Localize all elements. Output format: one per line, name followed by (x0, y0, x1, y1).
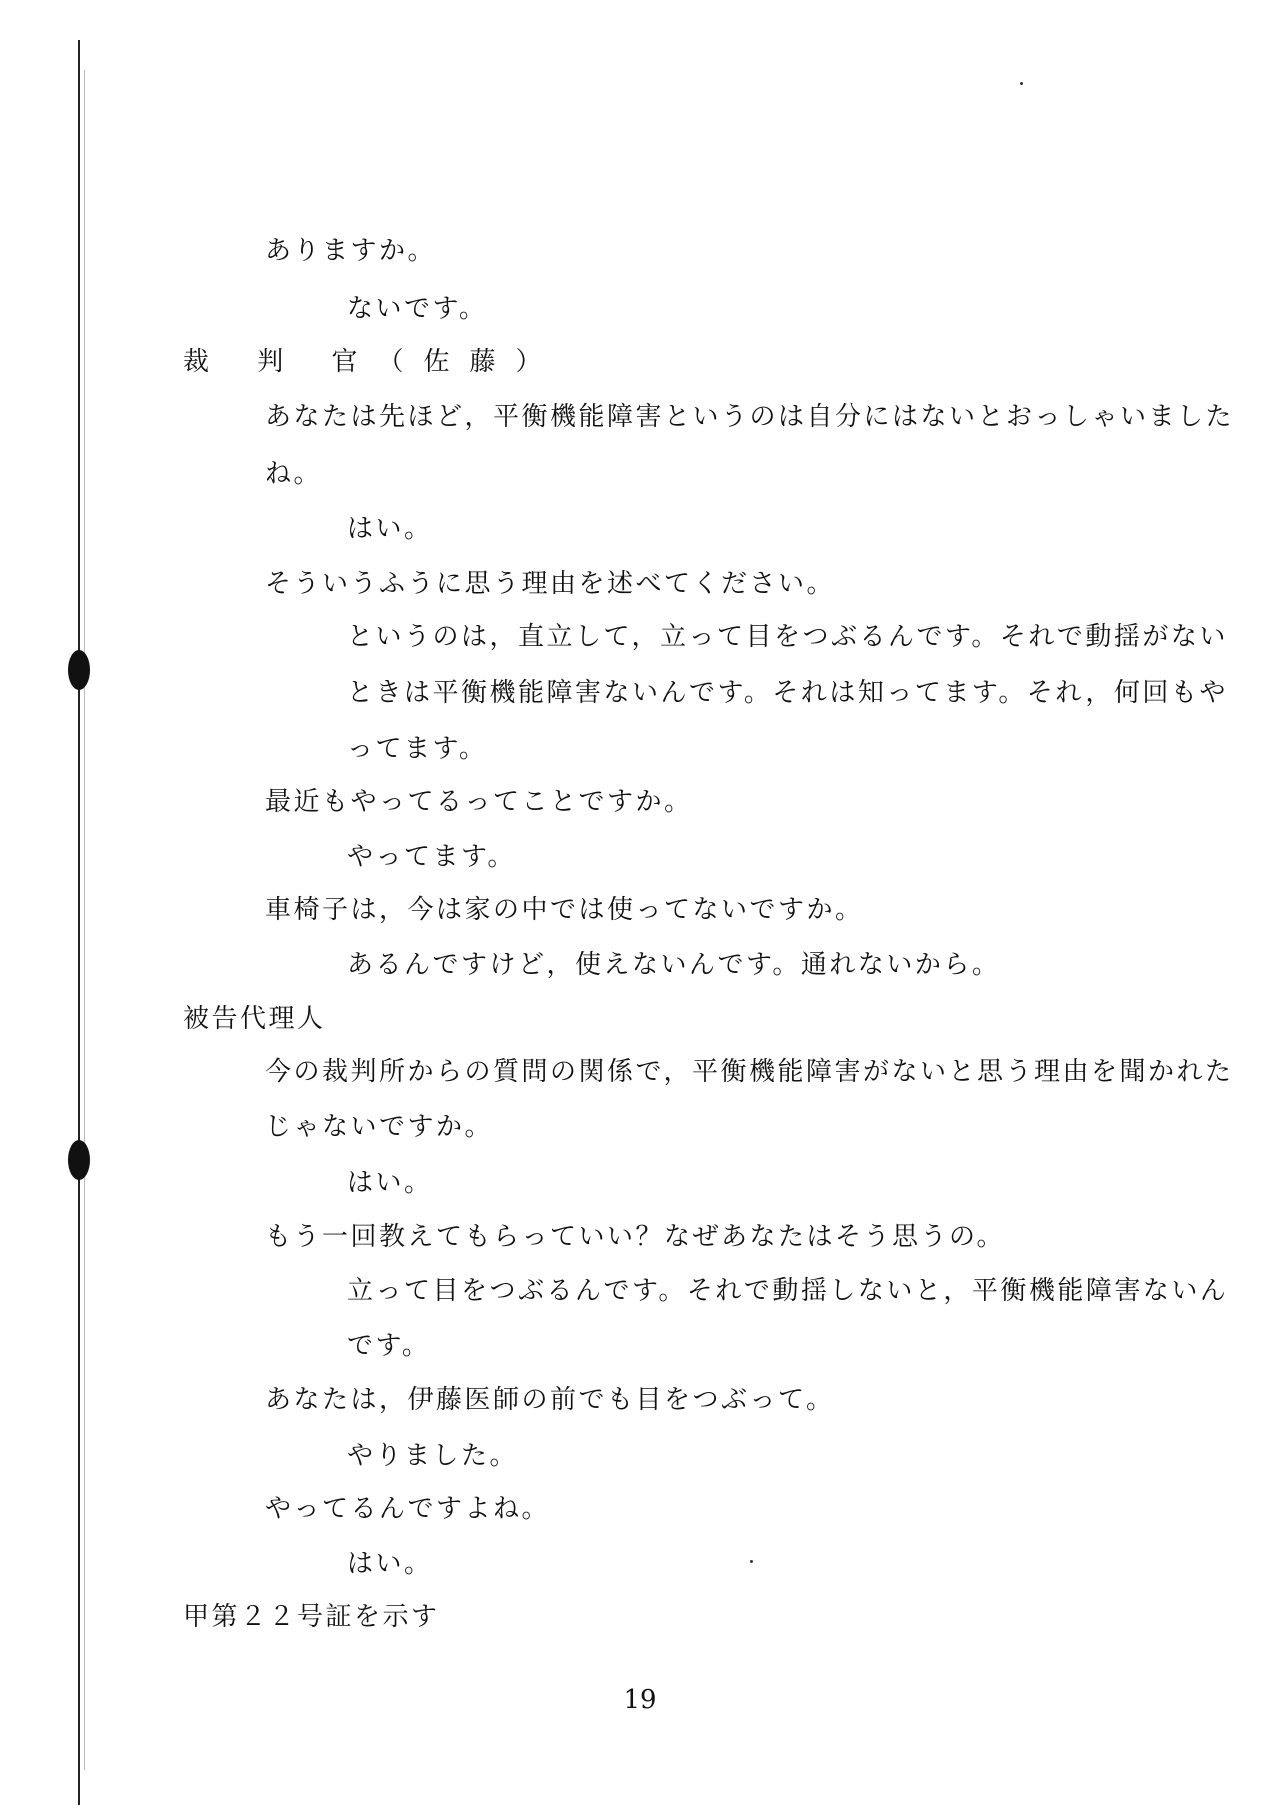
transcript-line-question: あなたは，伊藤医師の前でも目をつぶって。 (265, 1385, 835, 1415)
transcript-line-answer: 立って目をつぶるんです。それで動揺しないと，平衡機能障害ないん (347, 1276, 1229, 1306)
transcript-line-answer: ときは平衡機能障害ないんです。それは知ってます。それ，何回もや (347, 678, 1228, 708)
transcript-line-question: もう一回教えてもらっていい？なぜあなたはそう思うの。 (265, 1222, 1005, 1252)
transcript-line-answer: ないです。 (347, 294, 488, 324)
transcript-line-answer: はい。 (347, 514, 433, 544)
transcript-line-answer: はい。 (347, 1168, 433, 1198)
transcript-line-question: ね。 (265, 459, 323, 489)
speaker-label-defense-counsel: 被告代理人 (183, 1004, 326, 1034)
transcript-line-answer: はい。 (347, 1549, 433, 1579)
binding-edge-shadow (84, 70, 85, 1770)
binding-edge-line (78, 40, 80, 1805)
transcript-line-question: 最近もやってるってことですか。 (265, 787, 693, 817)
transcript-line-question: そういうふうに思う理由を述べてください。 (265, 569, 836, 599)
transcript-line-question: 車椅子は，今は家の中では使ってないですか。 (265, 895, 864, 925)
transcript-line-question: ありますか。 (265, 236, 437, 266)
transcript-line-question: あなたは先ほど，平衡機能障害というのは自分にはないとおっしゃいました (265, 402, 1235, 432)
speaker-label-judge: 裁 判 官（佐藤） (183, 347, 562, 377)
transcript-line-answer: やってます。 (347, 842, 516, 872)
transcript-line-answer: ってます。 (347, 734, 488, 764)
transcript-line-question: やってるんですよね。 (265, 1494, 551, 1524)
transcript-line-question: じゃないですか。 (265, 1112, 494, 1142)
punch-hole-mark (68, 1140, 90, 1180)
transcript-line-answer: というのは，直立して，立って目をつぶるんです。それで動揺がない (347, 622, 1228, 652)
transcript-line-answer: あるんですけど，使えないんです。通れないから。 (347, 950, 1001, 980)
scan-speck (1020, 82, 1023, 85)
page-number: 19 (623, 1685, 657, 1715)
punch-hole-mark (68, 650, 90, 690)
scan-speck (750, 1560, 753, 1563)
transcript-line-answer: やりました。 (347, 1441, 519, 1471)
exhibit-note: 甲第２２号証を示す (183, 1602, 440, 1632)
transcript-line-answer: です。 (347, 1331, 431, 1361)
transcript-line-question: 今の裁判所からの質問の関係で，平衡機能障害がないと思う理由を聞かれた (265, 1057, 1234, 1087)
